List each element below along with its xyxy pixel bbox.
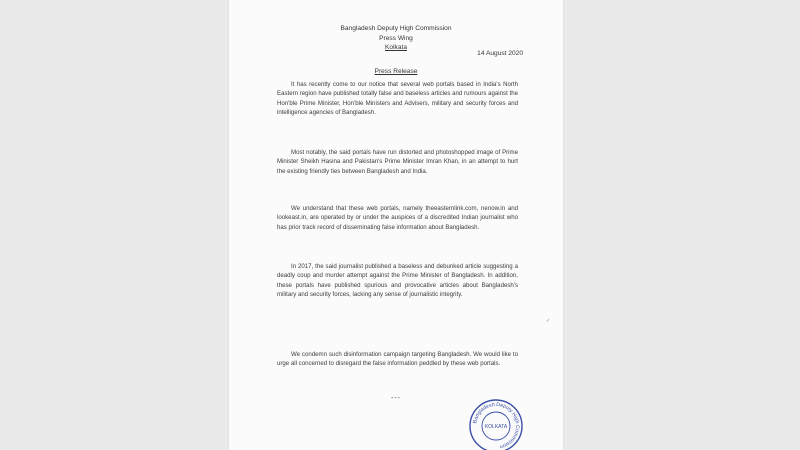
stray-mark: ✓: [546, 318, 551, 324]
seal-center-text: KOLKATA: [484, 424, 508, 430]
paragraph-5: We condemn such disinformation campaign targeting Bangladesh. We would like to urge all concerned to disregard the false information peddled by these web portals.: [277, 351, 518, 368]
seal-ring-text: Bangladesh Deputy High Commission: [472, 401, 521, 450]
letterhead-organization: Bangladesh Deputy High Commission: [340, 25, 452, 32]
paragraph-2: Most notably, the said portals have run distorted and photoshopped image of Prime Minister Sheikh Hasina and Pakistan's Prime Minister Imran Khan, in an attempt to hurt the existing friendly ties between Bangladesh and India.: [277, 149, 518, 175]
letterhead-city: Kolkata: [385, 44, 407, 52]
official-seal-icon: [468, 398, 524, 450]
document-title: Press Release: [374, 68, 418, 75]
release-date: 14 August 2020: [477, 50, 523, 57]
letterhead-department: Press Wing: [379, 34, 413, 42]
paragraph-1: It has recently come to our notice that several web portals based in India's North Eastern region have published totally false and baseless articles and rumours against the Hon'ble Prime Minister, Hon'ble Ministers and Advisers, military and security forces and intelligence agencies of Bangladesh.: [277, 81, 518, 117]
end-separator: ---: [391, 395, 401, 402]
letterhead: [229, 24, 563, 53]
paragraph-3: We understand that these web portals, namely theeasternlink.com, nenow.in and lookeast.in, are operated by or under the auspices of a discredited Indian journalist who has prior track record of disseminating false information about Bangladesh.: [277, 205, 518, 231]
paragraph-4: In 2017, the said journalist published a baseless and debunked article suggesting a deadly coup and murder attempt against the Prime Minister of Bangladesh. In addition, these portals have published spurious and provocative articles about Bangladesh's military and security forces, lacking any sense of journalistic integrity.: [277, 263, 518, 299]
press-release-page: [229, 0, 563, 450]
